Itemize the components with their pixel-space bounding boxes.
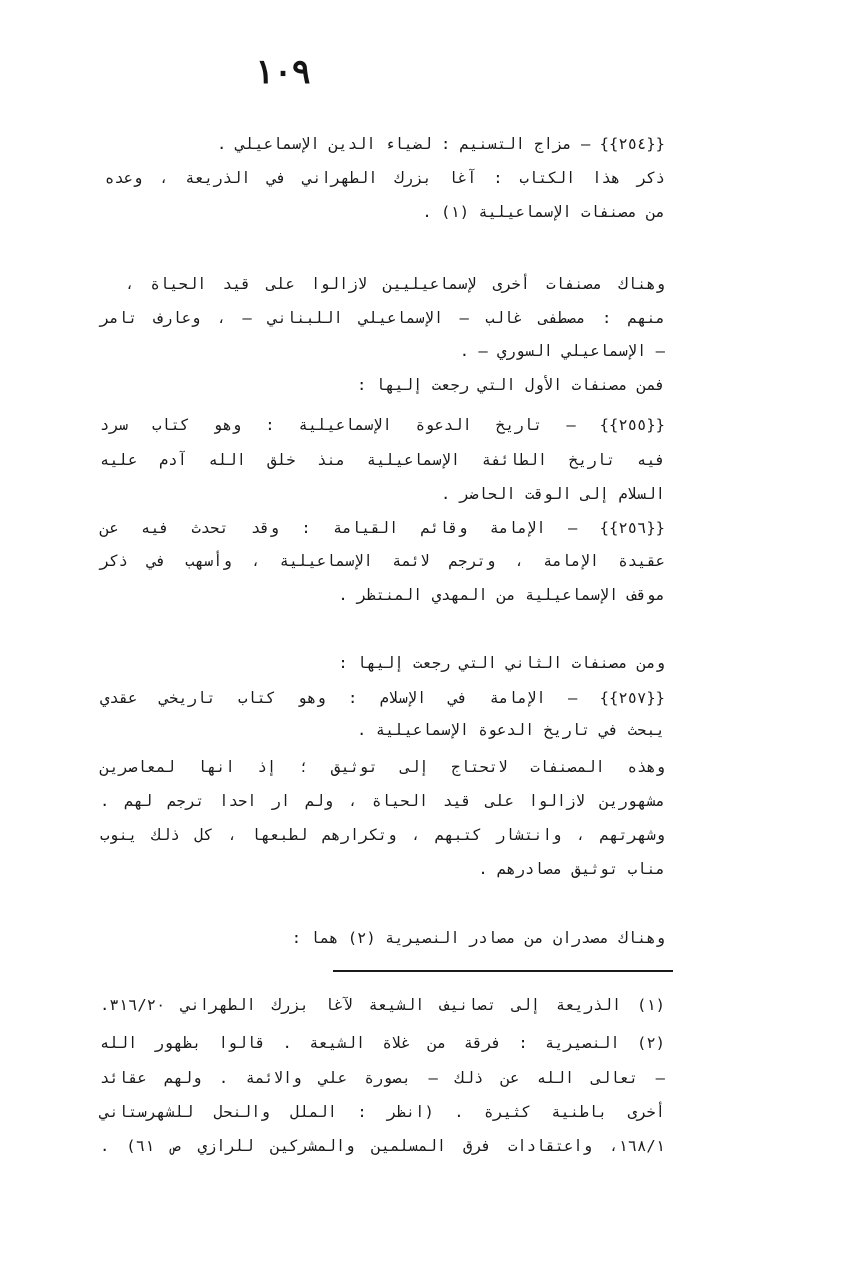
note-line-3: وشهرتهم ، وانتشار كتبهم ، وتكرارهم لطبعها ، كل ذلك ينوب xyxy=(100,826,665,844)
entry-254-line-2: من مصنفات الإسماعيلية (١) . xyxy=(422,203,665,221)
nusayri-intro: وهناك مصدران من مصادر النصيرية (٢) هما : xyxy=(291,929,665,947)
footnote-2-line-3: أخرى باطنية كثيرة . (انظر : الملل والنحل للشهرستاني xyxy=(100,1103,665,1121)
footnote-2-line-4: ١٦٨/١، واعتقادات فرق المسلمين والمشركين للرازي ص ٦١) . xyxy=(100,1137,665,1155)
entry-254-line-1: ذكر هذا الكتاب : آغا بزرك الطهراني في الذريعة ، وعده xyxy=(105,169,665,187)
note-line-2: مشهورين لازالوا على قيد الحياة ، ولم ار احدا ترجم لهم . xyxy=(100,792,665,810)
intro-line-3: – الإسماعيلي السوري – . xyxy=(459,342,665,360)
second-intro: ومن مصنفات الثاني التي رجعت إليها : xyxy=(338,654,665,672)
entry-254-heading: {{٢٥٤}} – مزاج التسنيم : لضياء الدين الإسماعيلي . xyxy=(217,135,665,153)
intro-line-4: فمن مصنفات الأول التي رجعت إليها : xyxy=(357,376,665,394)
entry-256-line-2: عقيدة الإمامة ، وترجم لائمة الإسماعيلية ، وأسهب في ذكر xyxy=(100,552,665,570)
note-line-1: وهذه المصنفات لاتحتاج إلى توثيق ؛ إذ انها لمعاصرين xyxy=(100,758,665,776)
footnote-1: (١) الذريعة إلى تصانيف الشيعة لآغا بزرك الطهراني ٣١٦/٢٠. xyxy=(100,996,665,1014)
entry-257-line-2: يبحث في تاريخ الدعوة الإسماعيلية . xyxy=(357,721,665,739)
footnote-2-line-2: – تعالى الله عن ذلك – بصورة علي والائمة . ولهم عقائد xyxy=(100,1069,665,1087)
footnote-separator xyxy=(333,970,673,972)
note-line-4: مناب توثيق مصادرهم . xyxy=(478,860,665,878)
entry-255-line-1: {{٢٥٥}} – تاريخ الدعوة الإسماعيلية : وهو كتاب سرد xyxy=(100,416,665,434)
intro-line-2: منهم : مصطفى غالب – الإسماعيلي اللبناني – ، وعارف تامر xyxy=(100,309,665,327)
intro-line-1: وهناك مصنفات أخرى لإسماعيليين لازالوا على قيد الحياة ، xyxy=(125,275,665,293)
entry-257-line-1: {{٢٥٧}} – الإمامة في الإسلام : وهو كتاب تاريخي عقدي xyxy=(100,689,665,707)
entry-255-line-2: فيه تاريخ الطائفة الإسماعيلية منذ خلق الله آدم عليه xyxy=(100,451,665,469)
entry-256-line-3: موقف الإسماعيلية من المهدي المنتظر . xyxy=(338,586,665,604)
page-number: ١٠٩ xyxy=(255,52,311,92)
entry-256-line-1: {{٢٥٦}} – الإمامة وقائم القيامة : وقد تحدث فيه عن xyxy=(100,519,665,537)
footnote-2-line-1: (٢) النصيرية : فرقة من غلاة الشيعة . قالوا بظهور الله xyxy=(100,1034,665,1052)
entry-255-line-3: السلام إلى الوقت الحاضر . xyxy=(441,485,665,503)
